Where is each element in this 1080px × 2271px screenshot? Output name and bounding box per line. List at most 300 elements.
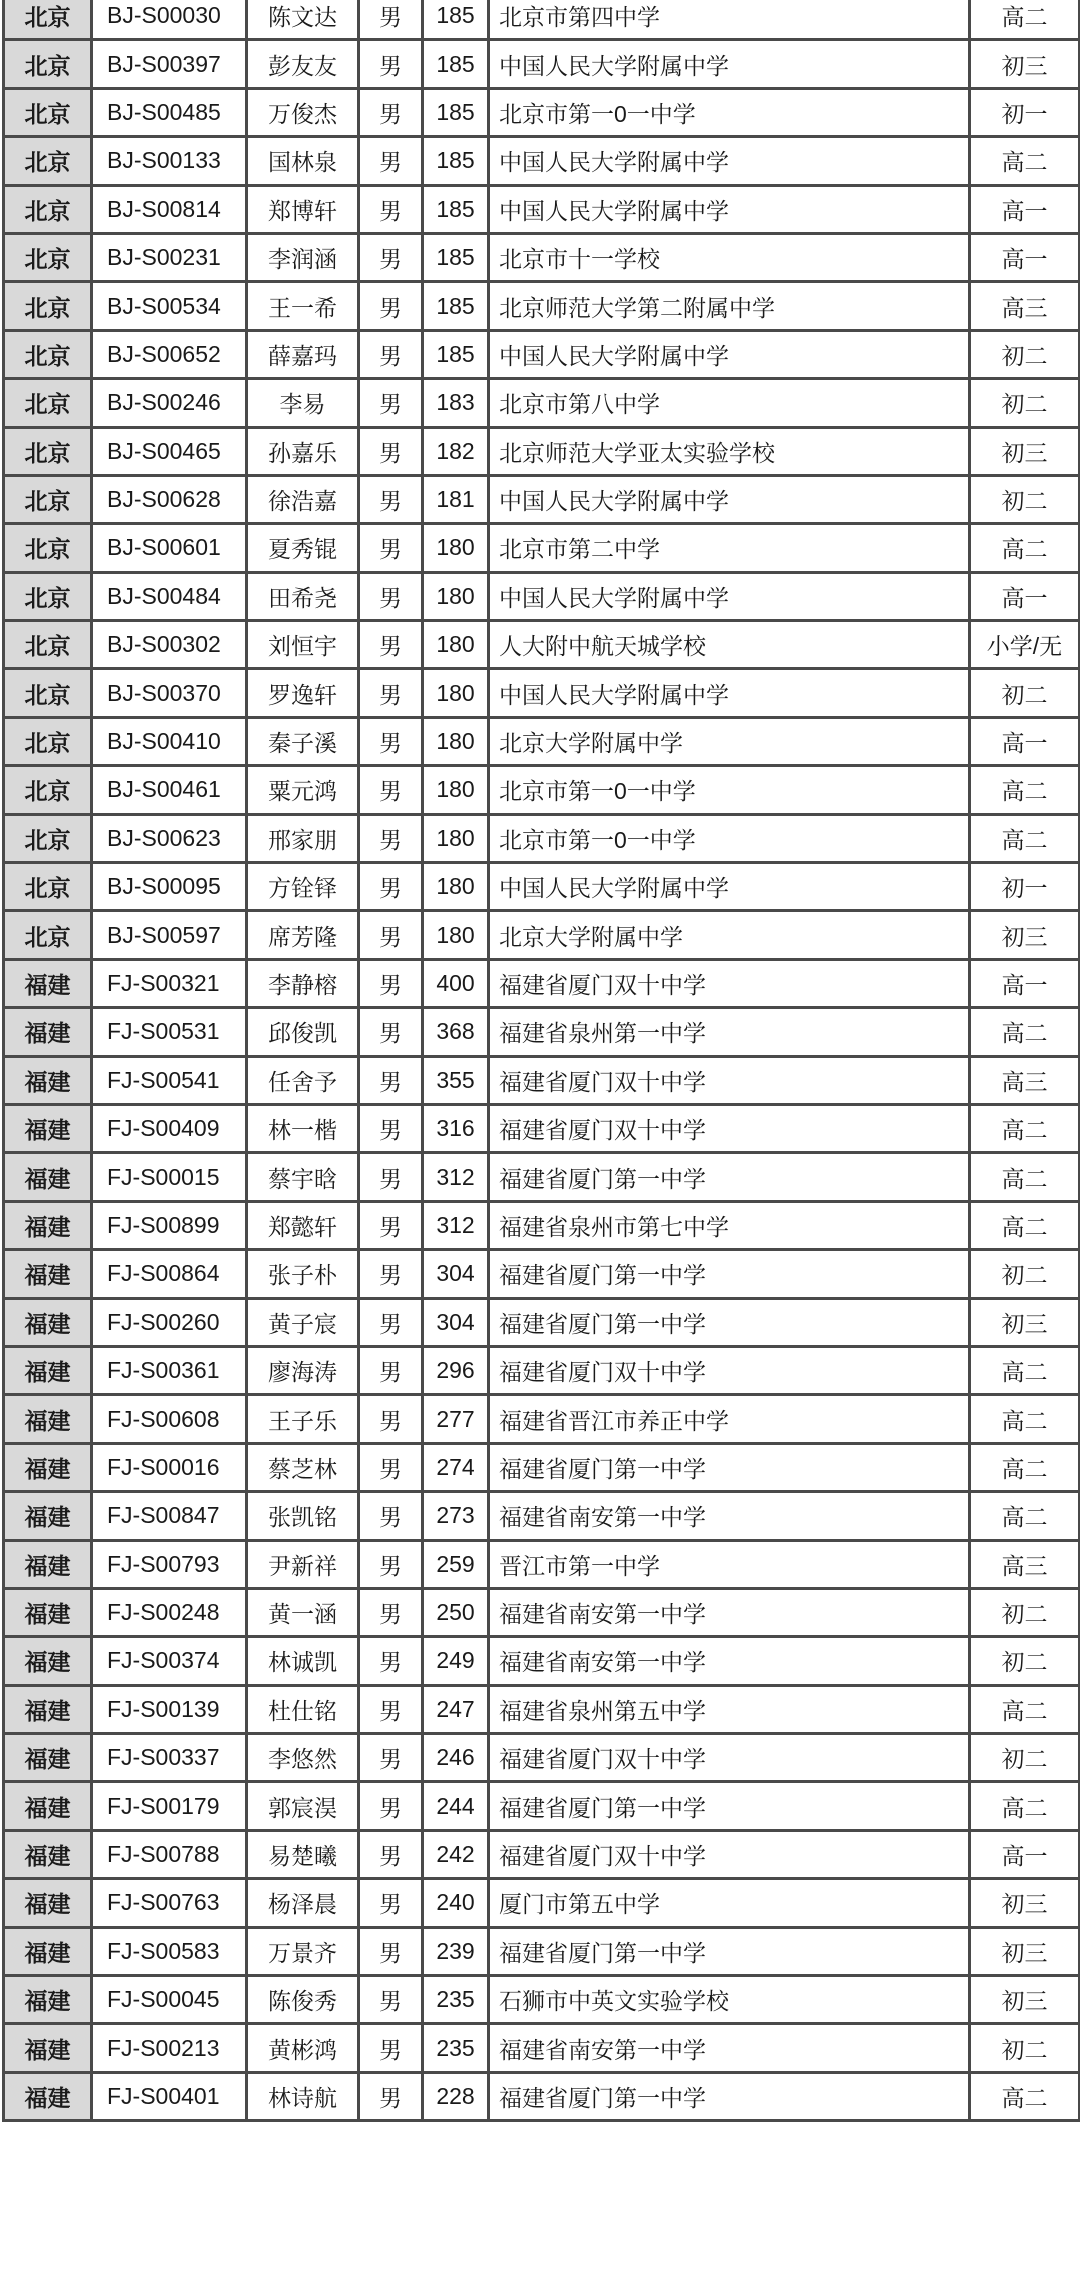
- grade-cell: 高一: [970, 1830, 1080, 1878]
- school-cell: 中国人民大学附属中学: [489, 669, 970, 717]
- score-cell: 180: [423, 669, 489, 717]
- gender-cell: 男: [359, 1976, 423, 2024]
- student-id-cell: BJ-S00370: [92, 669, 247, 717]
- grade-cell: 高一: [970, 717, 1080, 765]
- table-row: [4, 1104, 1080, 1152]
- gender-cell: 男: [359, 1782, 423, 1830]
- score-cell: 249: [423, 1637, 489, 1685]
- region-cell: 北京: [4, 40, 92, 88]
- student-id-cell: FJ-S00374: [92, 1637, 247, 1685]
- score-cell: 181: [423, 475, 489, 523]
- table-row: [4, 1008, 1080, 1056]
- gender-cell: 男: [359, 1056, 423, 1104]
- table-row: [4, 2072, 1080, 2120]
- grade-cell: 高二: [970, 0, 1080, 40]
- region-cell: 北京: [4, 427, 92, 475]
- student-name-cell: 刘恒宇: [247, 621, 359, 669]
- score-cell: 277: [423, 1395, 489, 1443]
- score-cell: 235: [423, 1976, 489, 2024]
- student-id-cell: BJ-S00030: [92, 0, 247, 40]
- region-cell: 北京: [4, 330, 92, 378]
- table-row: [4, 1346, 1080, 1394]
- score-cell: 312: [423, 1201, 489, 1249]
- student-id-cell: FJ-S00788: [92, 1830, 247, 1878]
- gender-cell: 男: [359, 1927, 423, 1975]
- gender-cell: 男: [359, 233, 423, 281]
- score-cell: 242: [423, 1830, 489, 1878]
- gender-cell: 男: [359, 88, 423, 136]
- school-cell: 北京市第一0一中学: [489, 814, 970, 862]
- table-row: [4, 2024, 1080, 2072]
- score-cell: 180: [423, 717, 489, 765]
- student-id-cell: BJ-S00601: [92, 524, 247, 572]
- student-name-cell: 陈文达: [247, 0, 359, 40]
- student-id-cell: FJ-S00139: [92, 1685, 247, 1733]
- student-id-cell: FJ-S00847: [92, 1492, 247, 1540]
- student-name-cell: 尹新祥: [247, 1540, 359, 1588]
- grade-cell: 高二: [970, 814, 1080, 862]
- region-cell: 北京: [4, 475, 92, 523]
- region-cell: 福建: [4, 1734, 92, 1782]
- student-id-cell: FJ-S00321: [92, 959, 247, 1007]
- table-row: [4, 1830, 1080, 1878]
- student-name-cell: 蔡宇晗: [247, 1153, 359, 1201]
- gender-cell: 男: [359, 717, 423, 765]
- student-id-cell: FJ-S00016: [92, 1443, 247, 1491]
- student-id-cell: BJ-S00095: [92, 863, 247, 911]
- student-name-cell: 粟元鸿: [247, 766, 359, 814]
- region-cell: 北京: [4, 717, 92, 765]
- school-cell: 福建省南安第一中学: [489, 1492, 970, 1540]
- table-row: [4, 1927, 1080, 1975]
- student-id-cell: FJ-S00864: [92, 1250, 247, 1298]
- school-cell: 福建省晋江市养正中学: [489, 1395, 970, 1443]
- score-cell: 244: [423, 1782, 489, 1830]
- student-name-cell: 林一楷: [247, 1104, 359, 1152]
- student-name-cell: 万俊杰: [247, 88, 359, 136]
- region-cell: 北京: [4, 814, 92, 862]
- school-cell: 福建省厦门双十中学: [489, 1104, 970, 1152]
- gender-cell: 男: [359, 1734, 423, 1782]
- student-id-cell: BJ-S00485: [92, 88, 247, 136]
- score-cell: 180: [423, 814, 489, 862]
- table-row: [4, 766, 1080, 814]
- region-cell: 福建: [4, 1830, 92, 1878]
- score-cell: 235: [423, 2024, 489, 2072]
- school-cell: 中国人民大学附属中学: [489, 863, 970, 911]
- table-row: [4, 621, 1080, 669]
- grade-cell: 高二: [970, 1008, 1080, 1056]
- grade-cell: 初三: [970, 1298, 1080, 1346]
- grade-cell: 高三: [970, 1056, 1080, 1104]
- grade-cell: 高一: [970, 959, 1080, 1007]
- table-row: [4, 717, 1080, 765]
- region-cell: 福建: [4, 1976, 92, 2024]
- student-id-cell: BJ-S00597: [92, 911, 247, 959]
- gender-cell: 男: [359, 379, 423, 427]
- gender-cell: 男: [359, 766, 423, 814]
- student-id-cell: FJ-S00793: [92, 1540, 247, 1588]
- score-cell: 312: [423, 1153, 489, 1201]
- score-cell: 239: [423, 1927, 489, 1975]
- grade-cell: 初二: [970, 330, 1080, 378]
- student-id-cell: FJ-S00260: [92, 1298, 247, 1346]
- student-id-cell: FJ-S00531: [92, 1008, 247, 1056]
- school-cell: 福建省厦门第一中学: [489, 2072, 970, 2120]
- student-name-cell: 彭友友: [247, 40, 359, 88]
- school-cell: 福建省厦门第一中学: [489, 1927, 970, 1975]
- region-cell: 北京: [4, 137, 92, 185]
- school-cell: 福建省南安第一中学: [489, 1637, 970, 1685]
- grade-cell: 初二: [970, 379, 1080, 427]
- student-id-cell: FJ-S00541: [92, 1056, 247, 1104]
- grade-cell: 高二: [970, 1782, 1080, 1830]
- region-cell: 福建: [4, 2072, 92, 2120]
- student-id-cell: BJ-S00246: [92, 379, 247, 427]
- school-cell: 福建省南安第一中学: [489, 1588, 970, 1636]
- school-cell: 福建省厦门双十中学: [489, 1830, 970, 1878]
- grade-cell: 高二: [970, 1395, 1080, 1443]
- region-cell: 福建: [4, 1879, 92, 1927]
- school-cell: 北京师范大学第二附属中学: [489, 282, 970, 330]
- score-cell: 250: [423, 1588, 489, 1636]
- grade-cell: 初二: [970, 669, 1080, 717]
- school-cell: 福建省厦门第一中学: [489, 1153, 970, 1201]
- student-name-cell: 李悠然: [247, 1734, 359, 1782]
- grade-cell: 高二: [970, 1492, 1080, 1540]
- gender-cell: 男: [359, 1298, 423, 1346]
- school-cell: 福建省厦门双十中学: [489, 959, 970, 1007]
- school-cell: 晋江市第一中学: [489, 1540, 970, 1588]
- gender-cell: 男: [359, 1637, 423, 1685]
- score-cell: 180: [423, 766, 489, 814]
- student-id-cell: FJ-S00401: [92, 2072, 247, 2120]
- gender-cell: 男: [359, 1685, 423, 1733]
- student-id-cell: FJ-S00608: [92, 1395, 247, 1443]
- gender-cell: 男: [359, 1153, 423, 1201]
- school-cell: 北京市第一0一中学: [489, 88, 970, 136]
- region-cell: 福建: [4, 1685, 92, 1733]
- region-cell: 北京: [4, 572, 92, 620]
- results-table: [2, 0, 1080, 2122]
- region-cell: 福建: [4, 1153, 92, 1201]
- score-cell: 185: [423, 0, 489, 40]
- student-id-cell: BJ-S00628: [92, 475, 247, 523]
- table-row: [4, 1540, 1080, 1588]
- score-cell: 180: [423, 572, 489, 620]
- grade-cell: 高二: [970, 1104, 1080, 1152]
- school-cell: 中国人民大学附属中学: [489, 185, 970, 233]
- region-cell: 福建: [4, 1008, 92, 1056]
- region-cell: 北京: [4, 0, 92, 40]
- student-id-cell: BJ-S00465: [92, 427, 247, 475]
- gender-cell: 男: [359, 1443, 423, 1491]
- student-name-cell: 郑博轩: [247, 185, 359, 233]
- school-cell: 福建省泉州第一中学: [489, 1008, 970, 1056]
- gender-cell: 男: [359, 282, 423, 330]
- student-name-cell: 黄彬鸿: [247, 2024, 359, 2072]
- student-name-cell: 徐浩嘉: [247, 475, 359, 523]
- student-name-cell: 孙嘉乐: [247, 427, 359, 475]
- school-cell: 北京市第八中学: [489, 379, 970, 427]
- school-cell: 北京市十一学校: [489, 233, 970, 281]
- region-cell: 北京: [4, 524, 92, 572]
- student-name-cell: 王子乐: [247, 1395, 359, 1443]
- grade-cell: 高三: [970, 1540, 1080, 1588]
- gender-cell: 男: [359, 137, 423, 185]
- table-row: [4, 185, 1080, 233]
- student-name-cell: 王一希: [247, 282, 359, 330]
- table-row: [4, 572, 1080, 620]
- student-name-cell: 夏秀锟: [247, 524, 359, 572]
- score-cell: 296: [423, 1346, 489, 1394]
- score-cell: 185: [423, 282, 489, 330]
- student-id-cell: BJ-S00534: [92, 282, 247, 330]
- student-id-cell: FJ-S00899: [92, 1201, 247, 1249]
- table-row: [4, 1782, 1080, 1830]
- table-row: [4, 233, 1080, 281]
- grade-cell: 初三: [970, 40, 1080, 88]
- grade-cell: 高二: [970, 2072, 1080, 2120]
- region-cell: 福建: [4, 959, 92, 1007]
- school-cell: 福建省厦门双十中学: [489, 1734, 970, 1782]
- grade-cell: 初二: [970, 1250, 1080, 1298]
- student-id-cell: BJ-S00623: [92, 814, 247, 862]
- student-id-cell: FJ-S00583: [92, 1927, 247, 1975]
- student-name-cell: 罗逸轩: [247, 669, 359, 717]
- school-cell: 北京市第一0一中学: [489, 766, 970, 814]
- student-name-cell: 林诗航: [247, 2072, 359, 2120]
- score-cell: 185: [423, 88, 489, 136]
- school-cell: 福建省泉州第五中学: [489, 1685, 970, 1733]
- grade-cell: 初二: [970, 1734, 1080, 1782]
- school-cell: 北京市第四中学: [489, 0, 970, 40]
- school-cell: 中国人民大学附属中学: [489, 572, 970, 620]
- score-cell: 182: [423, 427, 489, 475]
- school-cell: 北京师范大学亚太实验学校: [489, 427, 970, 475]
- score-cell: 185: [423, 137, 489, 185]
- region-cell: 福建: [4, 1056, 92, 1104]
- student-name-cell: 国林泉: [247, 137, 359, 185]
- student-name-cell: 郑懿轩: [247, 1201, 359, 1249]
- region-cell: 福建: [4, 1104, 92, 1152]
- student-name-cell: 廖海涛: [247, 1346, 359, 1394]
- grade-cell: 高一: [970, 185, 1080, 233]
- school-cell: 中国人民大学附属中学: [489, 475, 970, 523]
- gender-cell: 男: [359, 911, 423, 959]
- student-id-cell: FJ-S00361: [92, 1346, 247, 1394]
- table-row: [4, 959, 1080, 1007]
- student-name-cell: 李易: [247, 379, 359, 427]
- grade-cell: 初一: [970, 88, 1080, 136]
- grade-cell: 小学/无: [970, 621, 1080, 669]
- score-cell: 368: [423, 1008, 489, 1056]
- score-cell: 240: [423, 1879, 489, 1927]
- grade-cell: 高二: [970, 1346, 1080, 1394]
- table-row: [4, 475, 1080, 523]
- score-cell: 304: [423, 1298, 489, 1346]
- gender-cell: 男: [359, 1346, 423, 1394]
- table-row: [4, 669, 1080, 717]
- table-row: [4, 911, 1080, 959]
- gender-cell: 男: [359, 621, 423, 669]
- gender-cell: 男: [359, 1201, 423, 1249]
- gender-cell: 男: [359, 2072, 423, 2120]
- region-cell: 北京: [4, 911, 92, 959]
- score-cell: 180: [423, 621, 489, 669]
- gender-cell: 男: [359, 1492, 423, 1540]
- score-cell: 185: [423, 185, 489, 233]
- student-name-cell: 李润涵: [247, 233, 359, 281]
- student-name-cell: 秦子溪: [247, 717, 359, 765]
- gender-cell: 男: [359, 1540, 423, 1588]
- table-row: [4, 330, 1080, 378]
- region-cell: 福建: [4, 1395, 92, 1443]
- student-name-cell: 邢家朋: [247, 814, 359, 862]
- student-name-cell: 薛嘉玛: [247, 330, 359, 378]
- score-cell: 247: [423, 1685, 489, 1733]
- region-cell: 北京: [4, 669, 92, 717]
- student-id-cell: FJ-S00015: [92, 1153, 247, 1201]
- region-cell: 北京: [4, 379, 92, 427]
- student-name-cell: 李静榕: [247, 959, 359, 1007]
- region-cell: 福建: [4, 1346, 92, 1394]
- table-row: [4, 1637, 1080, 1685]
- table-row: [4, 1250, 1080, 1298]
- gender-cell: 男: [359, 863, 423, 911]
- table-body: [4, 0, 1080, 2121]
- gender-cell: 男: [359, 814, 423, 862]
- grade-cell: 初二: [970, 475, 1080, 523]
- school-cell: 北京大学附属中学: [489, 717, 970, 765]
- table-row: [4, 1588, 1080, 1636]
- region-cell: 福建: [4, 1201, 92, 1249]
- grade-cell: 高二: [970, 1685, 1080, 1733]
- student-name-cell: 田希尧: [247, 572, 359, 620]
- student-name-cell: 杨泽晨: [247, 1879, 359, 1927]
- student-name-cell: 郭宸淏: [247, 1782, 359, 1830]
- table-row: [4, 0, 1080, 40]
- student-id-cell: FJ-S00248: [92, 1588, 247, 1636]
- score-cell: 185: [423, 330, 489, 378]
- grade-cell: 初三: [970, 1976, 1080, 2024]
- table-row: [4, 379, 1080, 427]
- table-row: [4, 1056, 1080, 1104]
- school-cell: 石狮市中英文实验学校: [489, 1976, 970, 2024]
- region-cell: 福建: [4, 1298, 92, 1346]
- table-row: [4, 1201, 1080, 1249]
- grade-cell: 高二: [970, 1153, 1080, 1201]
- table-row: [4, 814, 1080, 862]
- gender-cell: 男: [359, 0, 423, 40]
- gender-cell: 男: [359, 1008, 423, 1056]
- student-name-cell: 陈俊秀: [247, 1976, 359, 2024]
- table-row: [4, 1685, 1080, 1733]
- gender-cell: 男: [359, 427, 423, 475]
- school-cell: 福建省厦门第一中学: [489, 1782, 970, 1830]
- school-cell: 中国人民大学附属中学: [489, 137, 970, 185]
- score-cell: 185: [423, 233, 489, 281]
- student-id-cell: FJ-S00763: [92, 1879, 247, 1927]
- region-cell: 北京: [4, 766, 92, 814]
- gender-cell: 男: [359, 1395, 423, 1443]
- student-id-cell: FJ-S00337: [92, 1734, 247, 1782]
- table-row: [4, 282, 1080, 330]
- student-id-cell: BJ-S00397: [92, 40, 247, 88]
- table-row: [4, 863, 1080, 911]
- grade-cell: 初二: [970, 2024, 1080, 2072]
- score-cell: 304: [423, 1250, 489, 1298]
- gender-cell: 男: [359, 330, 423, 378]
- gender-cell: 男: [359, 1104, 423, 1152]
- region-cell: 北京: [4, 621, 92, 669]
- gender-cell: 男: [359, 669, 423, 717]
- student-id-cell: FJ-S00409: [92, 1104, 247, 1152]
- region-cell: 福建: [4, 1782, 92, 1830]
- grade-cell: 初三: [970, 911, 1080, 959]
- gender-cell: 男: [359, 2024, 423, 2072]
- table-row: [4, 40, 1080, 88]
- region-cell: 福建: [4, 1927, 92, 1975]
- gender-cell: 男: [359, 40, 423, 88]
- student-id-cell: BJ-S00484: [92, 572, 247, 620]
- region-cell: 福建: [4, 1588, 92, 1636]
- score-cell: 180: [423, 911, 489, 959]
- table-row: [4, 1976, 1080, 2024]
- gender-cell: 男: [359, 1879, 423, 1927]
- school-cell: 厦门市第五中学: [489, 1879, 970, 1927]
- student-id-cell: BJ-S00652: [92, 330, 247, 378]
- grade-cell: 高二: [970, 1443, 1080, 1491]
- grade-cell: 高二: [970, 137, 1080, 185]
- table-row: [4, 1443, 1080, 1491]
- student-id-cell: BJ-S00461: [92, 766, 247, 814]
- region-cell: 北京: [4, 282, 92, 330]
- school-cell: 福建省厦门第一中学: [489, 1443, 970, 1491]
- student-id-cell: FJ-S00179: [92, 1782, 247, 1830]
- gender-cell: 男: [359, 475, 423, 523]
- school-cell: 福建省厦门双十中学: [489, 1056, 970, 1104]
- school-cell: 北京市第二中学: [489, 524, 970, 572]
- score-cell: 400: [423, 959, 489, 1007]
- student-id-cell: BJ-S00133: [92, 137, 247, 185]
- score-cell: 274: [423, 1443, 489, 1491]
- score-cell: 183: [423, 379, 489, 427]
- gender-cell: 男: [359, 1830, 423, 1878]
- region-cell: 福建: [4, 1540, 92, 1588]
- table-row: [4, 1879, 1080, 1927]
- table-row: [4, 137, 1080, 185]
- score-cell: 180: [423, 524, 489, 572]
- school-cell: 北京大学附属中学: [489, 911, 970, 959]
- grade-cell: 初二: [970, 1588, 1080, 1636]
- score-cell: 316: [423, 1104, 489, 1152]
- student-name-cell: 张凯铭: [247, 1492, 359, 1540]
- score-cell: 185: [423, 40, 489, 88]
- score-cell: 180: [423, 863, 489, 911]
- student-name-cell: 黄子宸: [247, 1298, 359, 1346]
- table-row: [4, 1395, 1080, 1443]
- gender-cell: 男: [359, 1250, 423, 1298]
- student-id-cell: BJ-S00410: [92, 717, 247, 765]
- score-cell: 228: [423, 2072, 489, 2120]
- table-row: [4, 1492, 1080, 1540]
- student-name-cell: 方铨铎: [247, 863, 359, 911]
- grade-cell: 初三: [970, 1879, 1080, 1927]
- region-cell: 北京: [4, 233, 92, 281]
- grade-cell: 高二: [970, 524, 1080, 572]
- student-name-cell: 易楚曦: [247, 1830, 359, 1878]
